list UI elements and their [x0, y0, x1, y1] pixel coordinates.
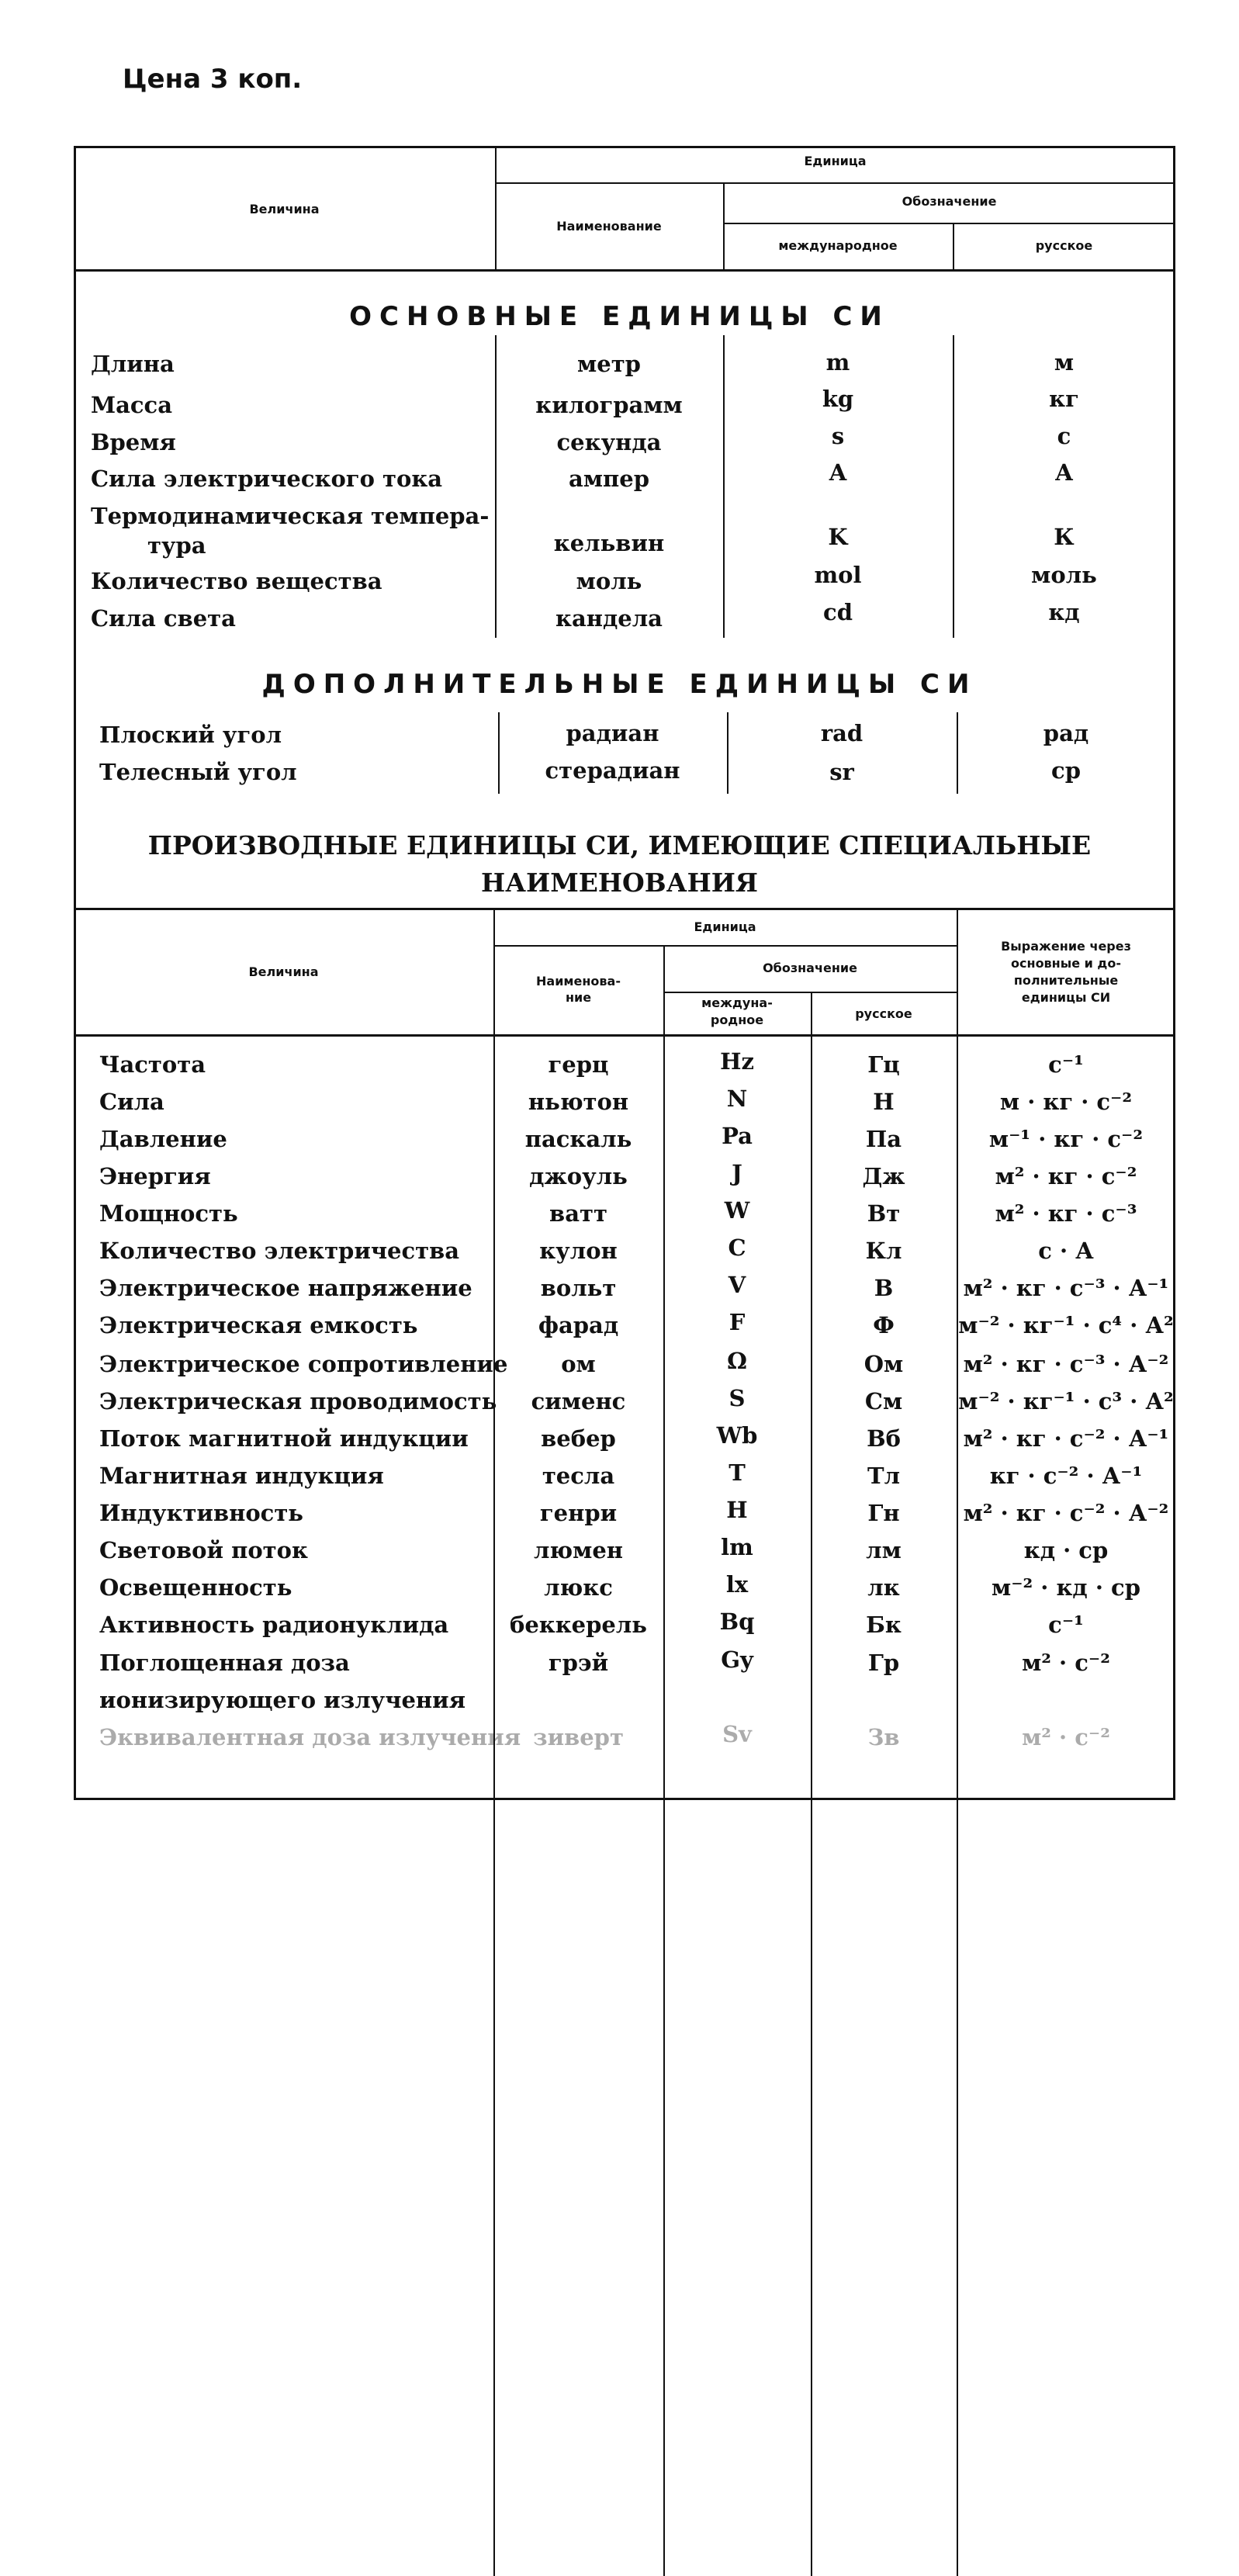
table-row-intl: V	[728, 1272, 746, 1298]
table-row-expression: м² · кг · с⁻³ · А⁻¹	[963, 1275, 1169, 1301]
table-row-intl: K	[828, 524, 848, 550]
table-row-ru: A	[1055, 459, 1073, 486]
derived-header-international-continued: родное	[710, 1013, 764, 1027]
table-row-ru: Дж	[862, 1163, 905, 1189]
table-row-intl: Pa	[722, 1123, 753, 1149]
table-row-quantity: Электрическое сопротивление	[99, 1351, 508, 1377]
table-row-ru: лм	[866, 1537, 902, 1563]
table-row-quantity: Индуктивность	[99, 1500, 303, 1526]
table-row-quantity: Энергия	[99, 1163, 211, 1189]
table-row-ru: См	[864, 1388, 903, 1414]
table-row-expression: с · А	[1038, 1238, 1094, 1264]
table-row-quantity: Сила света	[91, 605, 236, 632]
table-row-quantity: Электрическое напряжение	[99, 1275, 472, 1301]
header-international: международное	[778, 238, 898, 253]
header-divider	[663, 992, 957, 993]
header-russian: русское	[1035, 238, 1093, 253]
table-row-intl: N	[726, 1085, 748, 1112]
table-row-ru: Бк	[866, 1612, 902, 1638]
table-row-expression: м⁻² · кг⁻¹ · с³ · А²	[958, 1388, 1174, 1414]
table-row-intl: m	[825, 349, 850, 376]
table-row-quantity: Время	[91, 429, 176, 455]
table-row-name: килограмм	[535, 392, 683, 418]
table-row-quantity: Поток магнитной индукции	[99, 1425, 469, 1452]
table-row-name: паскаль	[524, 1126, 632, 1152]
table-row-name: радиан	[566, 720, 659, 746]
derived-header-top-border	[74, 908, 1175, 910]
price-label: Цена 3 коп.	[123, 64, 303, 95]
table-row-quantity-continued: тура	[147, 532, 206, 559]
derived-header-expression-3: полнительные	[1013, 973, 1119, 988]
table-row-intl: H	[726, 1497, 748, 1523]
table-row-intl: Wb	[716, 1422, 758, 1449]
table-row-quantity: Мощность	[99, 1200, 238, 1227]
table-row-expression: м² · с⁻²	[1022, 1650, 1110, 1676]
table-row-intl: sr	[829, 759, 854, 785]
derived-header-name: Наименова-	[536, 974, 621, 989]
table-row-name: тесла	[542, 1463, 615, 1489]
header-designation: Обозначение	[902, 194, 997, 209]
derived-header-international: междуна-	[701, 995, 773, 1010]
table-row-intl: kg	[822, 386, 854, 412]
column-divider	[723, 335, 725, 638]
table-row-expression: м² · с⁻²	[1022, 1724, 1110, 1750]
table-row-quantity: Эквивалентная доза излучения	[99, 1724, 521, 1750]
table-row-name: генри	[539, 1500, 618, 1526]
table-row-expression: кд · ср	[1023, 1537, 1109, 1563]
table-row-expression: м² · кг · с⁻²	[995, 1163, 1137, 1189]
table-row-quantity: Магнитная индукция	[99, 1463, 384, 1489]
section-title-supplementary: ДОПОЛНИТЕЛЬНЫЕ ЕДИНИЦЫ СИ	[261, 669, 978, 700]
table-row-intl: C	[728, 1234, 746, 1261]
table-row-name: джоуль	[529, 1163, 628, 1189]
table-row-name: кулон	[539, 1238, 618, 1264]
table-row-name: вебер	[541, 1425, 616, 1452]
derived-header-russian: русское	[855, 1006, 912, 1021]
table-row-ru: Гр	[867, 1650, 900, 1676]
table-row-ru: лк	[867, 1574, 900, 1601]
table-row-expression: м · кг · с⁻²	[999, 1089, 1133, 1115]
table-row-quantity: Электрическая проводимость	[99, 1388, 497, 1414]
table-row-intl: Hz	[720, 1048, 754, 1075]
table-row-intl: Sv	[722, 1721, 752, 1747]
table-row-expression: м⁻² · кд · ср	[992, 1574, 1140, 1601]
table-row-ru: В	[874, 1275, 894, 1301]
table-row-name: моль	[576, 568, 642, 594]
table-row-ru: рад	[1043, 720, 1089, 746]
table-row-intl: F	[729, 1309, 746, 1335]
table-row-intl: T	[729, 1459, 746, 1486]
table-row-ru: Гн	[867, 1500, 900, 1526]
table-row-name: кандела	[555, 605, 663, 632]
table-row-intl: s	[831, 423, 845, 449]
header-divider	[74, 269, 1175, 272]
table-row-ru: моль	[1031, 562, 1097, 588]
table-row-quantity: Частота	[99, 1051, 206, 1078]
table-row-expression: м⁻² · кг⁻¹ · с⁴ · А²	[958, 1312, 1174, 1338]
table-row-quantity: Масса	[91, 392, 172, 418]
header-name: Наименование	[556, 219, 662, 234]
header-divider	[493, 945, 957, 947]
table-row-expression: с⁻¹	[1048, 1051, 1084, 1078]
header-divider	[495, 182, 1175, 184]
header-quantity: Величина	[249, 202, 320, 216]
table-row-ru: Вт	[867, 1200, 901, 1227]
table-row-name: секунда	[556, 429, 662, 455]
table-row-quantity: Активность радионуклида	[99, 1612, 449, 1638]
table-row-intl: lx	[725, 1571, 749, 1598]
derived-header-expression-2: основные и до-	[1011, 956, 1121, 971]
table-row-name: люкс	[544, 1574, 613, 1601]
section-title-derived-continued: НАИМЕНОВАНИЯ	[480, 867, 759, 898]
table-row-name: люмен	[533, 1537, 624, 1563]
table-row-ru: м	[1054, 349, 1075, 376]
derived-header-designation: Обозначение	[763, 961, 857, 975]
table-row-ru: кд	[1048, 599, 1080, 625]
table-row-name: герц	[548, 1051, 609, 1078]
table-row-ru: кг	[1049, 386, 1079, 412]
table-row-quantity: Плоский угол	[99, 722, 282, 748]
table-row-ru: Зв	[867, 1724, 900, 1750]
table-row-ru: К	[1054, 524, 1075, 550]
derived-header-bottom-border	[74, 1034, 1175, 1037]
table-row-intl: Ω	[727, 1348, 747, 1374]
table-row-intl: A	[829, 459, 847, 486]
derived-header-unit: Единица	[694, 919, 756, 934]
table-row-quantity: Давление	[99, 1126, 227, 1152]
derived-header-name-continued: ние	[565, 990, 592, 1005]
table-row-expression: м² · кг · с⁻³	[995, 1200, 1137, 1227]
table-row-intl: S	[729, 1385, 746, 1411]
table-row-ru: Па	[865, 1126, 902, 1152]
table-row-intl: Gy	[721, 1646, 753, 1673]
table-row-expression: м² · кг · с⁻² · А⁻¹	[963, 1425, 1169, 1452]
table-row-name: ватт	[549, 1200, 607, 1227]
table-row-quantity: Сила	[99, 1089, 164, 1115]
table-row-name: грэй	[548, 1650, 609, 1676]
column-divider	[953, 335, 954, 638]
table-row-intl: J	[732, 1160, 742, 1186]
table-row-quantity: Количество электричества	[99, 1238, 460, 1264]
table-row-intl: rad	[820, 720, 863, 746]
table-row-name: метр	[577, 351, 641, 377]
column-divider	[663, 945, 665, 2576]
table-row-name: фарад	[538, 1312, 619, 1338]
table-row-quantity: Длина	[91, 351, 175, 377]
table-row-quantity: Телесный угол	[99, 759, 297, 785]
table-row-quantity: Количество вещества	[91, 568, 382, 594]
table-row-name: вольт	[540, 1275, 617, 1301]
table-row-quantity: Электрическая емкость	[99, 1312, 418, 1338]
header-divider	[723, 223, 1175, 224]
table-row-ru: Кл	[865, 1238, 902, 1264]
table-row-ru: Гц	[867, 1051, 900, 1078]
table-row-ru: Ом	[863, 1351, 904, 1377]
table-row-expression: м² · кг · с⁻² · А⁻²	[963, 1500, 1169, 1526]
table-row-name: беккерель	[510, 1612, 647, 1638]
header-unit: Единица	[804, 154, 867, 168]
derived-header-quantity: Величина	[248, 964, 319, 979]
table-row-expression: м⁻¹ · кг · с⁻²	[988, 1126, 1144, 1152]
derived-header-expression: Выражение через	[1001, 939, 1131, 954]
table-row-quantity: Поглощенная доза	[99, 1650, 350, 1676]
table-row-intl: mol	[814, 562, 862, 588]
table-row-ru: с	[1057, 423, 1071, 449]
section-title-derived: ПРОИЗВОДНЫЕ ЕДИНИЦЫ СИ, ИМЕЮЩИЕ СПЕЦИАЛЬНЫЕ	[147, 830, 1092, 860]
table-row-ru: Н	[873, 1089, 895, 1115]
table-row-name: ом	[561, 1351, 596, 1377]
table-row-name: стерадиан	[545, 757, 680, 784]
table-row-ru: Ф	[873, 1312, 895, 1338]
column-divider	[811, 992, 812, 2576]
table-row-expression: с⁻¹	[1048, 1612, 1084, 1638]
table-row-quantity: Сила электрического тока	[91, 466, 443, 492]
table-row-name: зиверт	[533, 1724, 624, 1750]
table-row-name: сименс	[531, 1388, 626, 1414]
table-row-name: кельвин	[553, 530, 665, 556]
table-row-intl: lm	[721, 1534, 753, 1560]
table-row-name: ампер	[569, 466, 649, 492]
table-row-name: ньютон	[528, 1089, 629, 1115]
table-row-intl: W	[724, 1197, 750, 1224]
section-title-base: ОСНОВНЫЕ ЕДИНИЦЫ СИ	[349, 301, 890, 332]
table-row-ru: Вб	[867, 1425, 901, 1452]
table-row-ru: ср	[1051, 757, 1081, 784]
table-row-expression: м² · кг · с⁻³ · А⁻²	[963, 1351, 1169, 1377]
table-row-intl: cd	[823, 599, 853, 625]
table-row-ru: Тл	[867, 1463, 901, 1489]
table-row-quantity-continued: ионизирующего излучения	[99, 1687, 466, 1713]
table-row-quantity: Освещенность	[99, 1574, 292, 1601]
table-row-intl: Bq	[719, 1608, 755, 1635]
derived-header-expression-4: единицы СИ	[1021, 990, 1111, 1005]
table-row-quantity: Термодинамическая темпера-	[91, 503, 490, 529]
table-row-quantity: Световой поток	[99, 1537, 308, 1563]
table-row-expression: кг · с⁻² · А⁻¹	[989, 1463, 1143, 1489]
